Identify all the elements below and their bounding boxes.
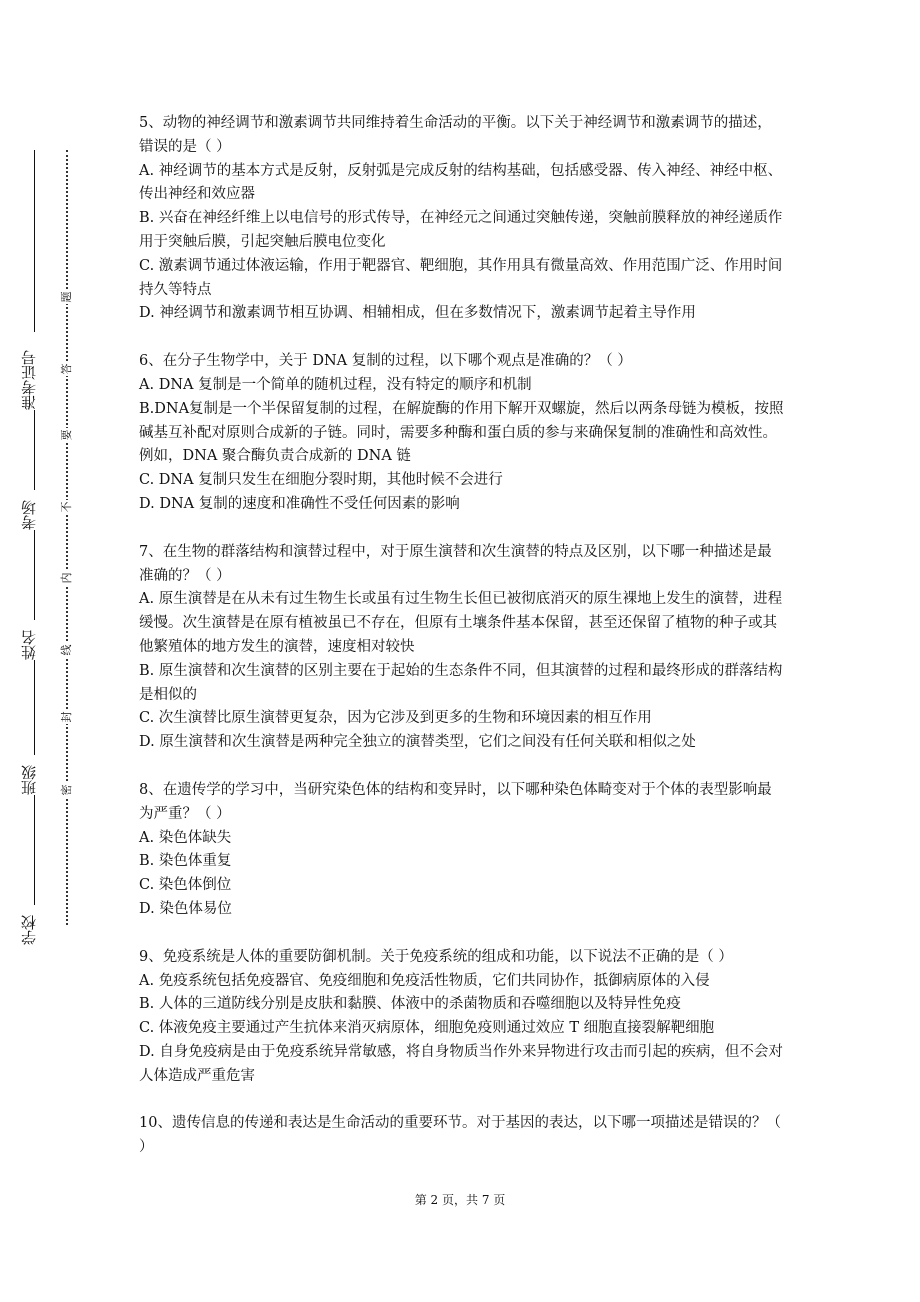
question-8 (139, 779, 784, 922)
option-a: A. 免疫系统包括免疫器官、免疫细胞和免疫活性物质，它们共同协作，抵御病原体的入侵 (139, 972, 710, 989)
option-c: C. 体液免疫主要通过产生抗体来消灭病原体，细胞免疫则通过效应 T 细胞直接裂解靶细胞 (139, 1020, 715, 1037)
option-b: B. 原生演替和次生演替的区别主要在于起始的生态条件不同，但其演替的过程和最终形成的群落结构是相似的 (139, 662, 783, 703)
option-b: B. 人体的三道防线分别是皮肤和黏膜、体液中的杀菌物质和吞噬细胞以及特异性免疫 (139, 996, 681, 1013)
question-stem: 6、在分子生物学中，关于 DNA 复制的过程，以下哪个观点是准确的？（ ） (139, 353, 632, 370)
option-a: A. DNA 复制是一个简单的随机过程，没有特定的顺序和机制 (139, 376, 532, 393)
name-line (34, 530, 35, 620)
seal-char: 封 (60, 711, 73, 723)
option-b: B. 染色体重复 (139, 853, 232, 870)
seal-char: 内 (60, 572, 73, 584)
option-b: B. 兴奋在神经纤维上以电信号的形式传导，在神经元之间通过突触传递，突触前膜释放的神经递质作用于突触后膜，引起突触后膜电位变化 (139, 210, 783, 250)
option-b: B.DNA复制是一个半保留复制的过程，在解旋酶的作用下解开双螺旋，然后以两条母链为模板，按照碱基互补配对原则合成新的子链。同时，需要多种酶和蛋白质的参与来确保复制的准确性和高效性。例如，DNA 聚合酶负责合成新的 DNA 链 (139, 400, 784, 465)
school-label: 学校 (20, 915, 38, 945)
page-footer: 第 2 页，共 7 页 (414, 1193, 506, 1207)
question-stem: 8、在遗传学的学习中，当研究染色体的结构和变异时，以下哪种染色体畸变对于个体的表型影响最为严重？（ ） (139, 781, 772, 822)
seal-char: 密 (60, 784, 73, 796)
seal-char: 答 (60, 363, 73, 375)
class-label: 班级 (20, 765, 38, 795)
question-stem: 10、遗传信息的传递和表达是生命活动的重要环节。对于基因的表达，以下哪一项描述是错误的？（ ） (139, 1115, 781, 1156)
exam-room-line (34, 410, 35, 490)
question-9 (139, 946, 784, 1089)
question-stem: 5、动物的神经调节和激素调节共同维持着生命活动的平衡。以下关于神经调节和激素调节的描述，错误的是（ ） (139, 115, 772, 155)
class-line (34, 660, 35, 755)
question-stem: 9、免疫系统是人体的重要防御机制。关于免疫系统的组成和功能，以下说法不正确的是（ ） (139, 948, 733, 965)
question-10 (139, 1112, 784, 1160)
exam-room-label: 考场 (20, 500, 38, 530)
seal-char: 题 (60, 291, 73, 303)
question-7 (139, 541, 784, 755)
admission-number-label: 准考证号 (20, 350, 38, 410)
option-c: C. DNA 复制只发生在细胞分裂时期，其他时候不会进行 (139, 472, 503, 489)
option-d: D. 染色体易位 (139, 900, 232, 917)
question-6 (139, 350, 784, 517)
seal-char: 要 (60, 429, 73, 441)
option-a: A. 神经调节的基本方式是反射，反射弧是完成反射的结构基础，包括感受器、传入神经、神经中枢、传出神经和效应器 (139, 162, 783, 203)
seal-char: 不 (60, 501, 73, 513)
option-c: C. 染色体倒位 (139, 877, 232, 894)
option-d: D. 原生演替和次生演替是两种完全独立的演替类型，它们之间没有任何关联和相似之处 (139, 734, 696, 751)
binding-strip (0, 0, 110, 1302)
option-a: A. 染色体缺失 (139, 829, 232, 846)
name-label: 姓名 (20, 630, 38, 660)
option-d: D. 神经调节和激素调节相互协调、相辅相成，但在多数情况下，激素调节起着主导作用 (139, 305, 696, 322)
option-a: A. 原生演替是在从未有过生物生长或虽有过生物生长但已被彻底消灭的原生裸地上发生的演替，进程缓慢。次生演替是在原有植被虽已不存在，但原有土壤条件基本保留，甚至还保留了植物的种子或其他繁殖体的地方发生的演替，速度相对较快 (139, 591, 783, 655)
option-c: C. 次生演替比原生演替更复杂，因为它涉及到更多的生物和环境因素的相互作用 (139, 710, 652, 727)
question-list (139, 112, 784, 1184)
option-d: D. DNA 复制的速度和准确性不受任何因素的影响 (139, 495, 460, 512)
school-line (34, 795, 35, 905)
question-5 (139, 112, 784, 326)
option-c: C. 激素调节通过体液运输，作用于靶器官、靶细胞，其作用具有微量高效、作用范围广泛、作用时间持久等特点 (139, 257, 783, 298)
option-d: D. 自身免疫病是由于免疫系统异常敏感，将自身物质当作外来异物进行攻击而引起的疾病，但不会对人体造成严重危害 (139, 1043, 783, 1084)
seal-char: 线 (60, 644, 73, 656)
seal-dotted-line (66, 150, 68, 925)
admission-number-line (34, 150, 35, 332)
question-stem: 7、在生物的群落结构和演替过程中，对于原生演替和次生演替的特点及区别，以下哪一种描述是最准确的？（ ） (139, 543, 772, 584)
